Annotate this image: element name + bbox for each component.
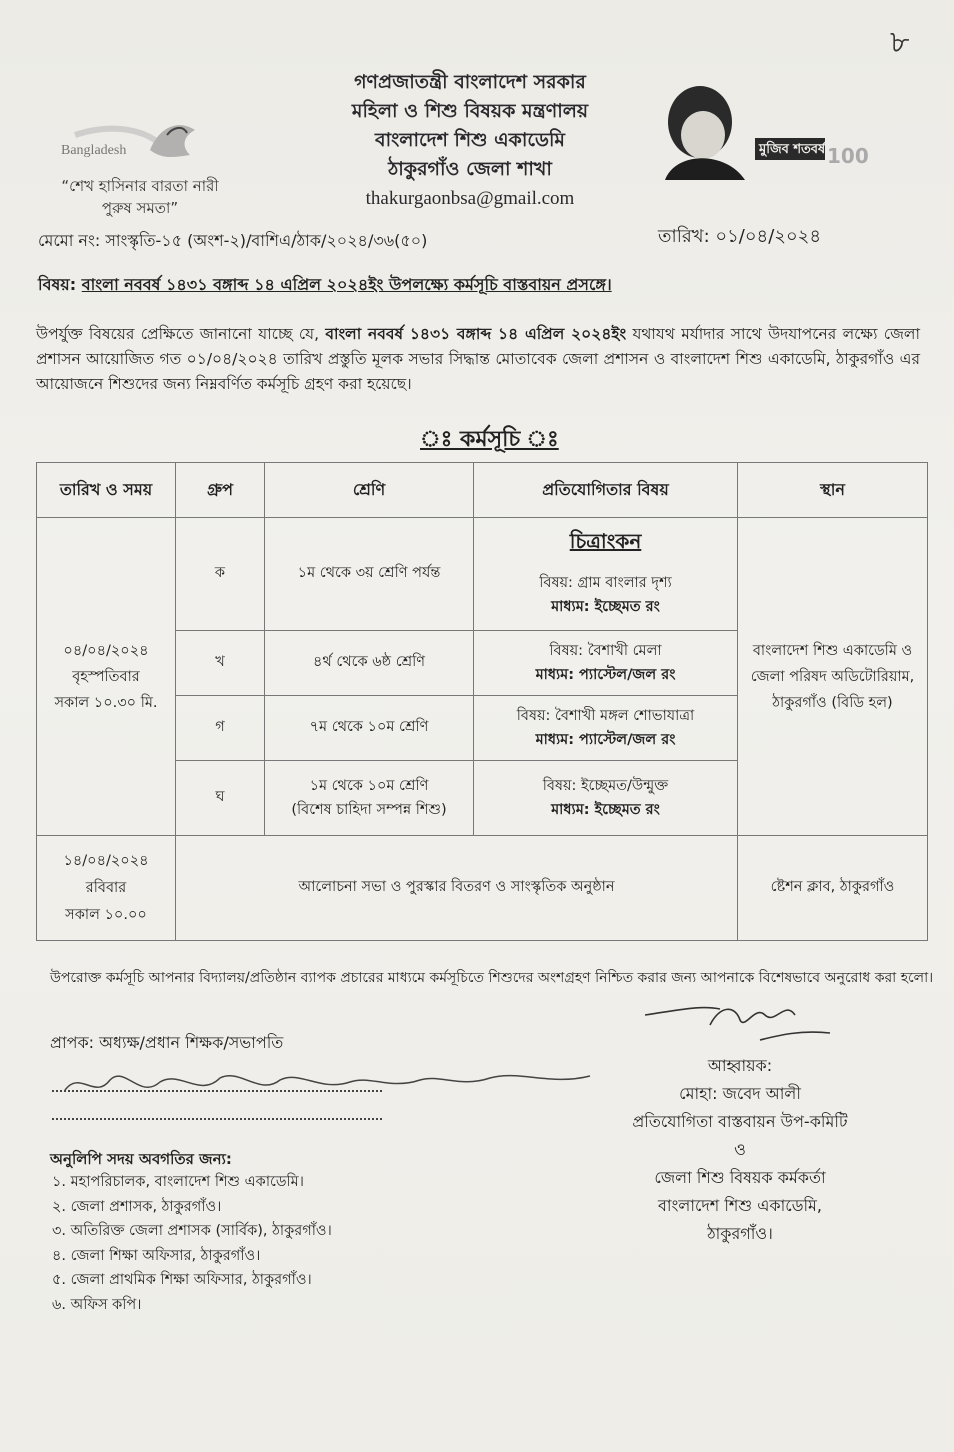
- letterhead: [300, 68, 640, 213]
- signer-role-1: প্রতিযোগিতা বাস্তবায়ন উপ-কমিটি: [632, 1112, 848, 1131]
- class-note: (বিশেষ চাহিদা সম্পন্ন শিশু): [291, 802, 447, 818]
- letter-date: তারিখ: ০১/০৪/২০২৪: [658, 226, 822, 247]
- topic-text: বিষয়: বৈশাখী মঙ্গল শোভাযাত্রা: [516, 708, 695, 724]
- topic-cell: [474, 761, 738, 836]
- event-date: ০৪/০৪/২০২৪: [63, 642, 149, 659]
- list-item: ৪. জেলা শিক্ষা অফিসার, ঠাকুরগাঁও।: [52, 1247, 261, 1264]
- topic-cell: [474, 696, 738, 761]
- class-cell: ১ম থেকে ৩য় শ্রেণি পর্যন্ত: [265, 518, 474, 631]
- logo-text: Bangladesh: [61, 143, 127, 158]
- signature-scrawl-icon: [640, 995, 840, 1055]
- list-item: ২. জেলা প্রশাসক, ঠাকুরগাঁও।: [52, 1198, 222, 1215]
- header-line-3: বাংলাদেশ শিশু একাডেমি: [375, 129, 565, 151]
- table-row: [37, 518, 928, 631]
- event-time: সকাল ১০.০০: [65, 906, 147, 923]
- intro-paragraph: [36, 322, 920, 397]
- subject-text: বাংলা নববর্ষ ১৪৩১ বঙ্গাব্দ ১৪ এপ্রিল ২০২৪ইং উপলক্ষ্যে কর্মসূচি বাস্তবায়ন প্রসঙ্গে।: [81, 275, 612, 294]
- dove-icon: [55, 105, 215, 175]
- recipient-line: প্রাপক: অধ্যক্ষ/প্রধান শিক্ষক/সভাপতি: [50, 1033, 284, 1052]
- intro-part-2: বাংলা নববর্ষ ১৪৩১ বঙ্গাব্দ ১৪ এপ্রিল ২০২৪ইং: [325, 325, 627, 343]
- handwriting-scrawl-icon: [60, 1060, 600, 1110]
- dotted-line: [52, 1090, 382, 1092]
- venue-cell-2: ষ্টেশন ক্লাব, ঠাকুরগাঁও: [738, 836, 928, 941]
- list-item: ৩. অতিরিক্ত জেলা প্রশাসক (সার্বিক), ঠাকুরগাঁও।: [52, 1223, 332, 1239]
- program-table: [36, 462, 928, 941]
- list-item: ১. মহাপরিচালক, বাংলাদেশ শিশু একাডেমি।: [52, 1174, 304, 1190]
- section-title: চিত্রাংকন: [569, 529, 642, 553]
- group-cell: ঘ: [176, 761, 265, 836]
- event-cell: আলোচনা সভা ও পুরস্কার বিতরণ ও সাংস্কৃতিক অনুষ্ঠান: [176, 836, 738, 941]
- topic-text: বিষয়: বৈশাখী মেলা: [549, 643, 662, 659]
- topic-cell: [474, 518, 738, 631]
- signer-and: ও: [734, 1140, 746, 1159]
- signer-role-2: জেলা শিশু বিষয়ক কর্মকর্তা: [654, 1168, 826, 1187]
- class-cell: ৭ম থেকে ১০ম শ্রেণি: [265, 696, 474, 761]
- header-line-1: গণপ্রজাতন্ত্রী বাংলাদেশ সরকার: [354, 71, 586, 93]
- mujib-logo-numeral: 100: [827, 144, 869, 168]
- group-cell: খ: [176, 631, 265, 696]
- copies-list: [52, 1170, 332, 1317]
- mujib-logo-text: মুজিব শতবর্ষ: [759, 142, 826, 157]
- table-header-row: [37, 463, 928, 518]
- signer-label: আহ্বায়ক:: [707, 1056, 773, 1075]
- signer-name: মোহা: জবেদ আলী: [679, 1084, 801, 1103]
- list-item: ৬. অফিস কপি।: [52, 1296, 142, 1313]
- header-email: thakurgaonbsa@gmail.com: [365, 188, 575, 209]
- mujib-centenary-logo: [655, 80, 869, 180]
- program-heading: ঃ কর্মসূচি ঃ: [420, 427, 559, 452]
- datetime-cell-1: [37, 518, 176, 836]
- signer-place: ঠাকুরগাঁও।: [707, 1224, 773, 1243]
- header-topic: প্রতিযোগিতার বিষয়: [474, 463, 738, 518]
- header-class: শ্রেণি: [265, 463, 474, 518]
- event-time: সকাল ১০.৩০ মি.: [54, 694, 158, 711]
- slogan: “শেখ হাসিনার বারতা নারী পুরুষ সমতা”: [61, 177, 219, 217]
- medium-text: মাধ্যম: প্যাস্টেল/জল রং: [535, 667, 676, 683]
- medium-text: মাধ্যম: প্যাস্টেল/জল রং: [535, 732, 676, 748]
- dotted-line: [52, 1118, 382, 1120]
- header-line-4: ঠাকুরগাঁও জেলা শাখা: [388, 158, 552, 180]
- medium-text: মাধ্যম: ইচ্ছেমত রং: [551, 599, 660, 615]
- event-date: ১৪/০৪/২০২৪: [63, 852, 149, 869]
- class-cell: ৪র্থ থেকে ৬ষ্ঠ শ্রেণি: [265, 631, 474, 696]
- medium-text: মাধ্যম: ইচ্ছেমত রং: [551, 802, 660, 818]
- request-note: উপরোক্ত কর্মসূচি আপনার বিদ্যালয়/প্রতিষ্ঠান ব্যাপক প্রচারের মাধ্যমে কর্মসূচিতে শিশুদের অংশগ্রহণ নিশ্চিত করার জন্য আপনাকে বিশেষভাবে অনুরোধ করা হলো।: [50, 970, 934, 986]
- table-row: [37, 836, 928, 941]
- class-text: ১ম থেকে ১০ম শ্রেণি: [309, 778, 429, 794]
- copies-title: অনুলিপি সদয় অবগতির জন্য:: [50, 1150, 232, 1168]
- subject-line: [38, 272, 612, 299]
- datetime-cell-2: [37, 836, 176, 941]
- topic-text: বিষয়: ইচ্ছেমত/উন্মুক্ত: [542, 778, 669, 794]
- group-cell: গ: [176, 696, 265, 761]
- intro-part-1: উপর্যুক্ত বিষয়ের প্রেক্ষিতে জানানো যাচ্ছে যে,: [36, 325, 320, 343]
- header-group: গ্রুপ: [176, 463, 265, 518]
- signer-org: বাংলাদেশ শিশু একাডেমি,: [657, 1196, 823, 1215]
- page-number-mark: ৮: [890, 25, 910, 60]
- header-datetime: তারিখ ও সময়: [37, 463, 176, 518]
- header-venue: স্থান: [738, 463, 928, 518]
- topic-text: বিষয়: গ্রাম বাংলার দৃশ্য: [539, 575, 672, 591]
- list-item: ৫. জেলা প্রাথমিক শিক্ষা অফিসার, ঠাকুরগাঁও।: [52, 1272, 312, 1288]
- event-day: রবিবার: [85, 879, 127, 896]
- topic-cell: [474, 631, 738, 696]
- intro-part-3: যথাযথ মর্যাদার সাথে উদযাপনের লক্ষ্যে জেলা প্রশাসন আয়োজিত গত ০১/০৪/২০২৪ তারিখ প্রস্তুতি মূলক সভার সিদ্ধান্ত মোতাবেক জেলা প্রশাসন ও বাংলাদেশ শিশু একাডেমি, ঠাকুরগাঁও এর আয়োজনে শিশুদের জন্য নিম্নবর্ণিত কর্মসূচি গ্রহণ করা হয়েছে।: [36, 325, 920, 393]
- venue-cell-1: বাংলাদেশ শিশু একাডেমি ও জেলা পরিষদ অডিটোরিয়াম, ঠাকুরগাঁও (বিডি হল): [738, 518, 928, 836]
- bangladesh-logo: [55, 105, 215, 175]
- group-cell: ক: [176, 518, 265, 631]
- memo-number: মেমো নং: সাংস্কৃতি-১৫ (অংশ-২)/বাশিএ/ঠাক/২০২৪/৩৬(৫০): [38, 231, 428, 250]
- class-cell: [265, 761, 474, 836]
- subject-label: বিষয়:: [38, 275, 77, 294]
- header-line-2: মহিলা ও শিশু বিষয়ক মন্ত্রণালয়: [351, 100, 589, 122]
- signatory-block: [600, 1052, 880, 1248]
- event-day: বৃহস্পতিবার: [72, 668, 140, 685]
